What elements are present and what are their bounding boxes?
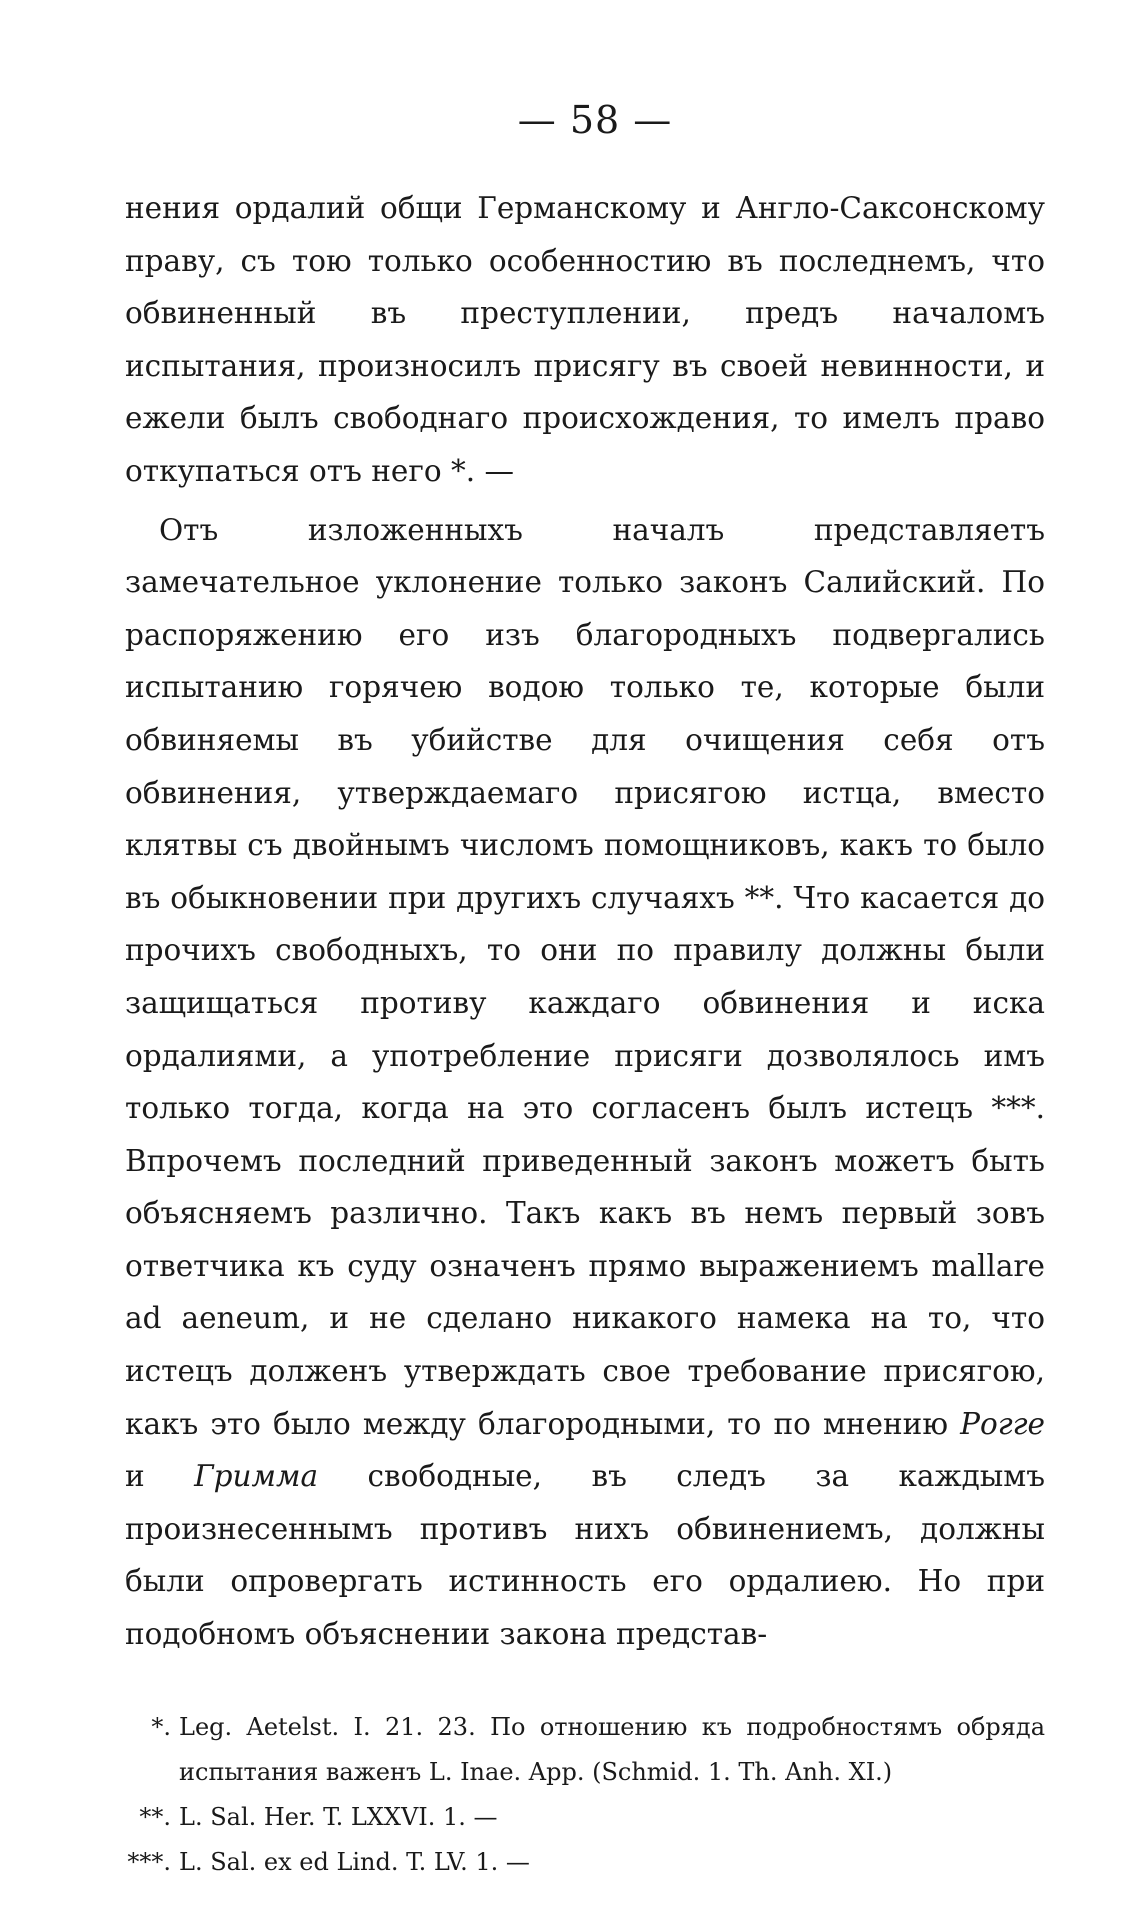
paragraph-continuation: [125, 182, 1045, 498]
footnote: [125, 1795, 1045, 1840]
body-text: [125, 182, 1045, 1661]
footnote-text: L. Sal. Her. T. LXXVI. 1. —: [179, 1802, 498, 1831]
book-page: [125, 98, 1045, 1885]
footnote: [125, 1840, 1045, 1885]
paragraph-1-text: нения ордалий общи Германскому и Англо-Саксонскому праву, съ тою только особенностию въ последнемъ, что обвиненный въ преступлении, предъ началомъ испытания, произносилъ присягу въ своей невинности, и ежели былъ свободнаго происхождения, то имелъ право откупаться отъ него *. —: [125, 191, 1045, 488]
footnote-text: L. Sal. ex ed Lind. T. LV. 1. —: [179, 1847, 530, 1876]
footnote: [125, 1705, 1045, 1795]
page-number: — 58 —: [517, 98, 673, 142]
footnote-mark: *.: [151, 1712, 171, 1741]
conjunction-text: и: [125, 1459, 195, 1494]
author-name-grimm: Гримма: [194, 1459, 319, 1494]
footnote-mark: ***.: [127, 1847, 171, 1876]
footnote-mark: **.: [139, 1802, 171, 1831]
paragraph-2-text-start: Отъ изложенныхъ началъ представляетъ замечательное уклонение только законъ Салийский. По распоряжению его изъ благородныхъ подвергались испытанию горячею водою только те, которые были обвиняемы въ убийстве для очищения себя отъ обвинения, утверждаемаго присягою истца, вместо клятвы съ двойнымъ числомъ помощниковъ, какъ то было въ обыкновении при другихъ случаяхъ **. Что касается до прочихъ свободныхъ, то они по правилу должны были защищаться противу каждаго обвинения и иска ордалиями, а употребление присяги дозволялось имъ только тогда, когда на это согласенъ былъ истецъ ***. Впрочемъ последний приведенный законъ можетъ быть объясняемъ различно. Такъ какъ въ немъ первый зовъ ответчика къ суду означенъ прямо выражениемъ mallare ad aeneum, и не сделано никакого намека на то, что истецъ долженъ утверждать свое требование присягою, какъ это было между благородными, то по мнению: [125, 512, 1045, 1441]
paragraph-2-text-end: свободные, въ следъ за каждымъ произнесеннымъ противъ нихъ обвинениемъ, должны были опровергать истинность его ордалиею. Но при подобномъ объяснении закона представ-: [125, 1459, 1045, 1652]
author-name-rogge: Рогге: [960, 1406, 1045, 1441]
paragraph-salic-law: [125, 504, 1045, 1661]
footnotes: [125, 1705, 1045, 1885]
footnote-text: Leg. Aetelst. I. 21. 23. По отношению къ подробностямъ обряда испытания важенъ L. Inae. App. (Schmid. 1. Th. Anh. XI.): [179, 1712, 1045, 1786]
